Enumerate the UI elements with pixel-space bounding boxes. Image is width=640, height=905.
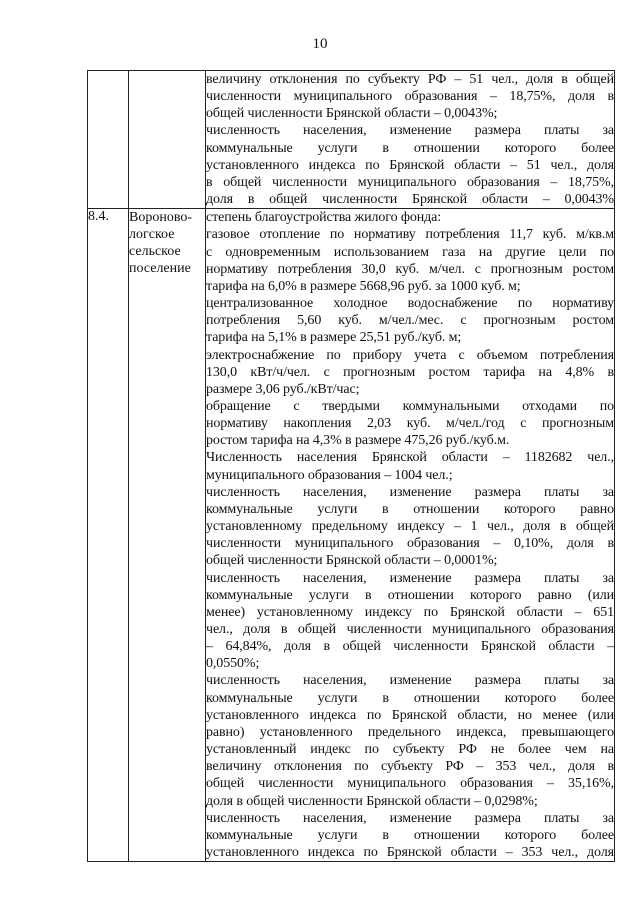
table-row bbox=[88, 209, 615, 862]
text-line: нормативу накопления 2,03 куб. м/чел./год с прогнозным bbox=[206, 416, 614, 432]
page-number: 10 bbox=[312, 36, 328, 52]
text-line: 0,0550%; bbox=[206, 656, 260, 672]
text-line: равно) установленного предельного индекса, превышающего bbox=[206, 724, 614, 740]
text-line: численность населения, изменение размера платы за bbox=[206, 484, 614, 500]
text-line: тарифа на 5,1% в размере 25,51 руб./куб. м; bbox=[206, 330, 462, 346]
text-line: Численность населения Брянской области – 1182682 чел., bbox=[206, 450, 614, 466]
text-line: менее) установленному индексу по Брянской области – 651 bbox=[206, 604, 614, 620]
text-line: численность населения, изменение размера платы за bbox=[206, 570, 614, 586]
text-line: численность населения, изменение размера платы за bbox=[206, 810, 614, 826]
text-line: численности муниципального образования – 18,75%, доля в bbox=[206, 89, 614, 105]
text-line: установленного индекса по Брянской области – 353 чел., доля bbox=[206, 845, 614, 861]
settlement-name-line: сельское bbox=[129, 244, 181, 260]
table-body bbox=[88, 71, 615, 862]
text-line: установленного индекса по Брянской области – 51 чел., доля bbox=[206, 157, 614, 173]
text-line: размере 3,06 руб./кВт/час; bbox=[206, 381, 360, 397]
text-line: в общей численности муниципального образования – 18,75%, bbox=[206, 174, 614, 190]
text-line: 130,0 кВт/ч/чел. с прогнозным ростом тарифа на 4,8% в bbox=[206, 364, 614, 380]
text-line: газовое отопление по нормативу потребления 11,7 куб. м/кв.м bbox=[206, 227, 614, 243]
settlement-name-line: поселение bbox=[129, 261, 191, 277]
text-line: обращение с твердыми коммунальными отходами по bbox=[206, 398, 614, 414]
text-line: коммунальные услуги в отношении которого более bbox=[206, 140, 614, 156]
text-line: установленный индекс по субъекту РФ не более чем на bbox=[206, 742, 614, 758]
settlement-name-line: логское bbox=[129, 227, 175, 243]
text-line: электроснабжение по прибору учета с объемом потребления bbox=[206, 347, 614, 363]
text-line: численность населения, изменение размера платы за bbox=[206, 123, 614, 139]
text-line: потребления 5,60 куб. м/чел./мес. с прогнозным ростом bbox=[206, 313, 614, 329]
text-line: величину отклонения по субъекту РФ – 51 чел., доля в общей bbox=[206, 72, 614, 87]
text-line: чел., доля в общей численности муниципального образования bbox=[206, 622, 614, 637]
text-line: величину отклонения по субъекту РФ – 353 чел., доля в bbox=[206, 759, 614, 775]
text-line: муниципального образования – 1004 чел.; bbox=[206, 467, 453, 483]
text-line: с одновременным использованием газа на другие цели по bbox=[206, 244, 614, 260]
text-line: – 64,84%, доля в общей численности Брянской области – bbox=[206, 639, 614, 655]
text-line: коммунальные услуги в отношении которого более bbox=[206, 827, 614, 843]
description-cell bbox=[206, 209, 615, 862]
row-number: 8.4. bbox=[88, 209, 109, 225]
text-line: доля в общей численности Брянской области – 0,0043% bbox=[206, 192, 614, 208]
text-line: централизованное холодное водоснабжение по нормативу bbox=[206, 296, 614, 312]
text-line: нормативу потребления 30,0 куб. м/чел. с прогнозным ростом bbox=[206, 261, 614, 277]
text-line: доля в общей численности Брянской области – 0,0298%; bbox=[206, 793, 538, 809]
text-line: установленному предельному индексу – 1 чел., доля в общей bbox=[206, 519, 614, 535]
text-line: коммунальные услуги в отношении которого равно bbox=[206, 501, 614, 517]
text-line: установленного индекса по Брянской области, но менее (или bbox=[206, 707, 614, 723]
text-line: тарифа на 6,0% в размере 5668,96 руб. за 1000 куб. м; bbox=[206, 278, 521, 294]
data-table bbox=[87, 70, 615, 862]
row-number-cell bbox=[88, 209, 129, 862]
row-number-cell bbox=[88, 71, 129, 209]
text-line: численность населения, изменение размера платы за bbox=[206, 673, 614, 689]
settlement-name-cell bbox=[129, 71, 206, 209]
settlement-name-line: Вороново- bbox=[129, 210, 193, 226]
text-line: коммунальные услуги в отношении которого равно (или bbox=[206, 587, 614, 603]
text-line: общей численности муниципального образования – 35,16%, bbox=[206, 776, 614, 792]
description-cell bbox=[206, 71, 615, 209]
text-line: численности муниципального образования – 0,10%, доля в bbox=[206, 536, 614, 552]
table-row bbox=[88, 71, 615, 209]
text-line: коммунальные услуги в отношении которого более bbox=[206, 690, 614, 706]
text-line: степень благоустройства жилого фонда: bbox=[206, 210, 442, 226]
text-line: общей численности Брянской области – 0,0043%; bbox=[206, 106, 498, 122]
settlement-name-cell bbox=[129, 209, 206, 862]
text-line: ростом тарифа на 4,3% в размере 475,26 руб./куб.м. bbox=[206, 433, 510, 449]
text-line: общей численности Брянской области – 0,0001%; bbox=[206, 553, 498, 569]
